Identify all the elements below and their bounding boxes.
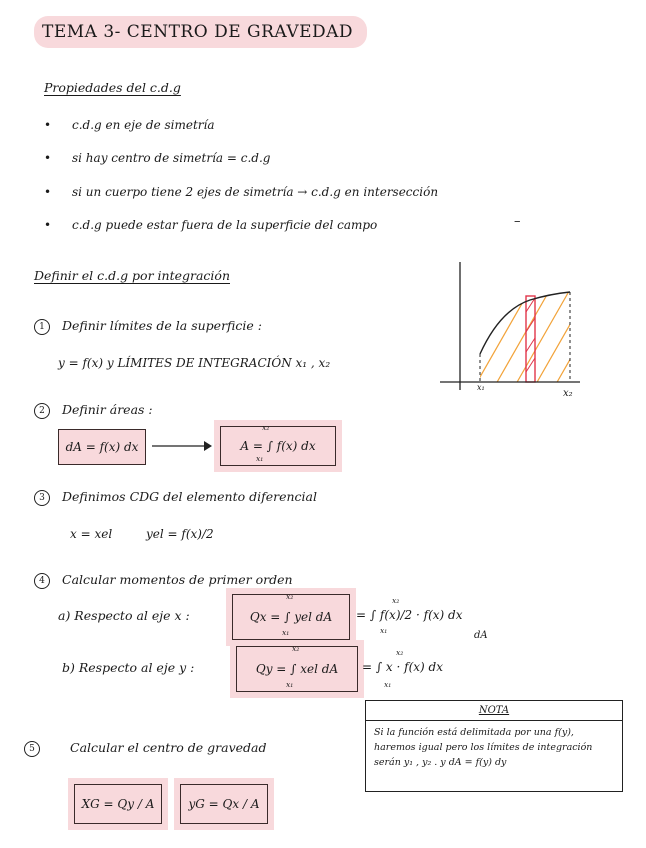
step-5 (24, 740, 267, 757)
respect-y-label: b) Respecto al eje y : (62, 660, 195, 675)
limits-line: y = f(x) y LÍMITES DE INTEGRACIÓN x₁ , x₂ (58, 356, 331, 370)
section-heading-integracion: Definir el c.d.g por integración (34, 268, 230, 283)
Qy-formula: Qy = ∫ xel dA (255, 662, 339, 676)
Qx-limit-upper: x₂ (286, 592, 294, 601)
XG-formula: XG = Qy / A (81, 797, 155, 811)
Qy-exp-limit-lower: x₁ (384, 680, 392, 689)
dA-formula-box: dA = f(x) dx (58, 429, 146, 465)
Qy-expansion: = ∫ x · f(x) dx (362, 660, 443, 674)
step-number-1: 1 (34, 319, 50, 335)
hatched-area (440, 272, 580, 400)
Qx-formula: Qx = ∫ yel dA (249, 610, 333, 624)
dA-under-label: dA (474, 630, 488, 641)
Qx-exp-limit-upper: x₂ (392, 596, 400, 605)
YG-formula: yG = Qx / A (188, 797, 260, 811)
bullet-item-4: • c.d.g puede estar fuera de la superficie del campo (72, 218, 377, 232)
arrow-icon (152, 440, 212, 452)
step-1 (34, 318, 262, 335)
step-number-2: 2 (34, 403, 50, 419)
step-text-5: Calcular el centro de gravedad (70, 740, 267, 755)
step-number-5: 5 (24, 741, 40, 757)
step-text-2: Definir áreas : (62, 402, 153, 417)
YG-formula-box (180, 784, 268, 824)
xel-formula: x = xel (70, 527, 113, 541)
A-formula: A = ∫ f(x) dx (240, 439, 316, 453)
Qy-limit-upper: x₂ (292, 644, 300, 653)
XG-formula-box (74, 784, 162, 824)
bullet-item-1: • c.d.g en eje de simetría (72, 118, 215, 132)
step-2 (34, 402, 153, 419)
graph-label-x1: x₁ (477, 383, 485, 392)
step-text-1: Definir límites de la superficie : (62, 318, 262, 333)
area-graph (440, 262, 580, 400)
step-4 (34, 572, 293, 589)
graph-label-x2: x₂ (563, 388, 573, 399)
nota-title: NOTA (366, 701, 622, 721)
A-limit-upper: x₂ (262, 423, 270, 432)
step-3 (34, 489, 317, 506)
bullet-item-2: • si hay centro de simetría = c.d.g (72, 151, 270, 165)
step-number-3: 3 (34, 490, 50, 506)
step-text-4: Calcular momentos de primer orden (62, 572, 293, 587)
step-text-3: Definimos CDG del elemento diferencial (62, 489, 317, 504)
nota-box (365, 700, 623, 792)
page-title: TEMA 3- CENTRO DE GRAVEDAD (34, 16, 367, 48)
A-formula-box (220, 426, 336, 466)
step-number-4: 4 (34, 573, 50, 589)
nota-body: Si la función está delimitada por una f(y), haremos igual pero los límites de integración serán y₁ , y₂ . y dA = f(y) dy (374, 727, 593, 768)
respect-x-label: a) Respecto al eje x : (58, 608, 190, 623)
Qx-limit-lower: x₁ (282, 628, 290, 637)
Qy-exp-limit-upper: x₂ (396, 648, 404, 657)
Qx-exp-limit-lower: x₁ (380, 626, 388, 635)
Qy-limit-lower: x₁ (286, 680, 294, 689)
bullet-item-3: • si un cuerpo tiene 2 ejes de simetría → c.d.g en intersección (72, 185, 438, 199)
stray-dash: – (514, 214, 521, 229)
A-limit-lower: x₁ (256, 454, 264, 463)
function-curve (480, 292, 570, 354)
section-heading-propiedades: Propiedades del c.d.g (44, 80, 181, 95)
Qx-expansion: = ∫ f(x)/2 · f(x) dx (356, 608, 463, 622)
yel-formula: yel = f(x)/2 (146, 527, 214, 541)
